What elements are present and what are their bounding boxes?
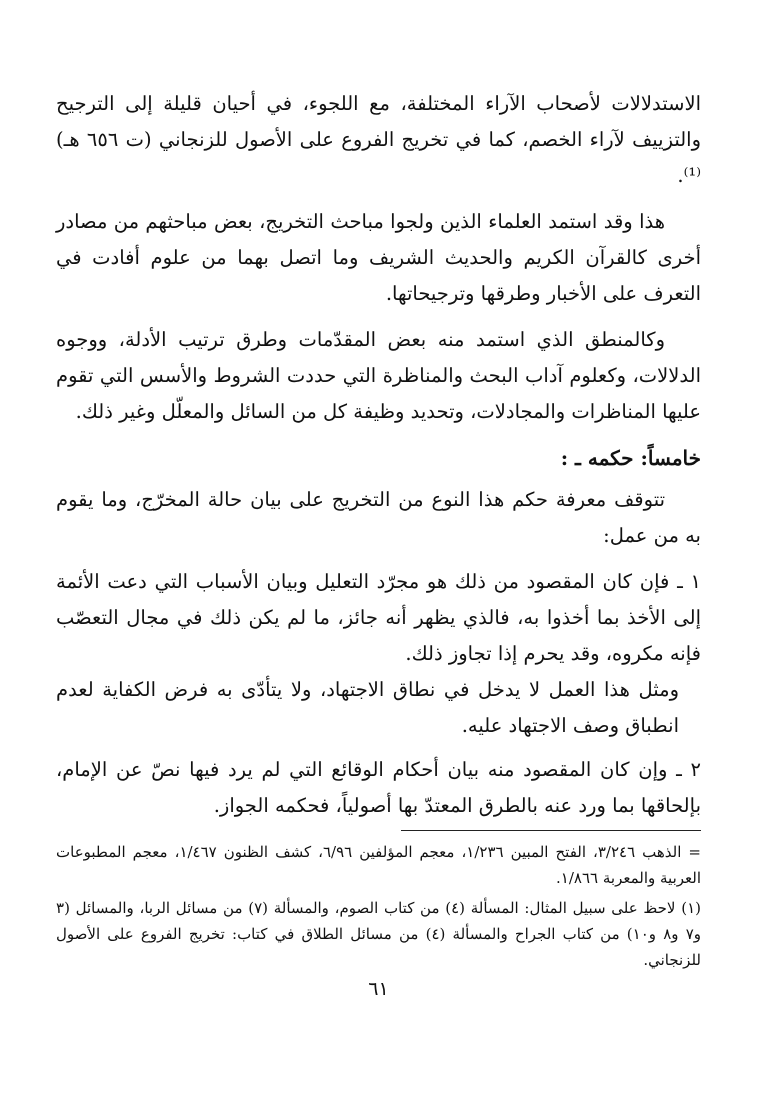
footnote-1	[56, 895, 701, 973]
paragraph-1: الاستدلالات لأصحاب الآراء المختلفة، مع اللجوء، في أحيان قليلة إلى الترجيح والتزييف لآراء الخصم، كما في تخريج الفروع على الأصول للزنجاني (ت ٦٥٦ هـ)⁽¹⁾.	[56, 92, 701, 187]
footnote-1-text: لاحظ على سبيل المثال: المسألة (٤) من كتاب الصوم، والمسألة (٧) من مسائل الربا، والمسائل (٣ و٧ و٨ و١٠) من كتاب الجراح والمسألة (٤) من مسائل الطلاق في كتاب: تخريج الفروع على الأصول للزنجاني.	[56, 899, 701, 969]
list-item-2-number: ٢ ـ	[676, 758, 701, 781]
list-item-1-text: فإن كان المقصود من ذلك هو مجرّد التعليل وبيان الأسباب التي دعت الأئمة إلى الأخذ بما أخذوا به، فالذي يظهر أنه جائز، ما لم يكن ذلك في مجال التعصّب فإنه مكروه، وقد يحرم إذا تجاوز ذلك.	[56, 570, 701, 665]
footnote-separator	[401, 830, 701, 831]
paragraph-3: وكالمنطق الذي استمد منه بعض المقدّمات وطرق ترتيب الأدلة، ووجوه الدلالات، وكعلوم آداب البحث والمناظرة التي حددت الشروط والأسس التي تقوم عليها المناظرات والمجادلات، وتحديد وظيفة كل من السائل والمعلّل وغير ذلك.	[56, 328, 701, 423]
footnote-1-marker: (١)	[681, 899, 701, 917]
section-heading: خامساً: حكمه ـ :	[560, 446, 701, 470]
list-item-1-subparagraph: ومثل هذا العمل لا يدخل في نطاق الاجتهاد، ولا يتأدّى به فرض الكفاية لعدم انطباق وصف الاجتهاد عليه.	[56, 678, 679, 737]
footnote-continuation: = الذهب ٣/٢٤٦، الفتح المبين ١/٢٣٦، معجم المؤلفين ٦/٩٦، كشف الظنون ١/٤٦٧، معجم المطبوعات العربية والمعربة ١/٨٦٦.	[56, 843, 701, 887]
page-number: ٦١	[368, 978, 389, 1000]
list-item-2-text: وإن كان المقصود منه بيان أحكام الوقائع التي لم يرد فيها نصّ عن الإمام، بإلحاقها بما ورد عنه بالطرق المعتدّ بها أصولياً، فحكمه الجواز.	[56, 758, 701, 817]
list-item-1	[56, 564, 701, 672]
footnotes	[56, 839, 701, 973]
paragraph-2: هذا وقد استمد العلماء الذين ولجوا مباحث التخريج، بعض مباحثهم من مصادر أخرى كالقرآن الكريم والحديث الشريف وما اتصل بهما من علوم أفادت في التعرف على الأخبار وطرقها وترجيحاتها.	[56, 210, 701, 305]
paragraph-4: تتوقف معرفة حكم هذا النوع من التخريج على بيان حالة المخرّج، وما يقوم به من عمل:	[56, 488, 701, 547]
main-text	[56, 86, 701, 824]
list-item-1-number: ١ ـ	[677, 570, 701, 593]
list-item-2	[56, 752, 701, 824]
